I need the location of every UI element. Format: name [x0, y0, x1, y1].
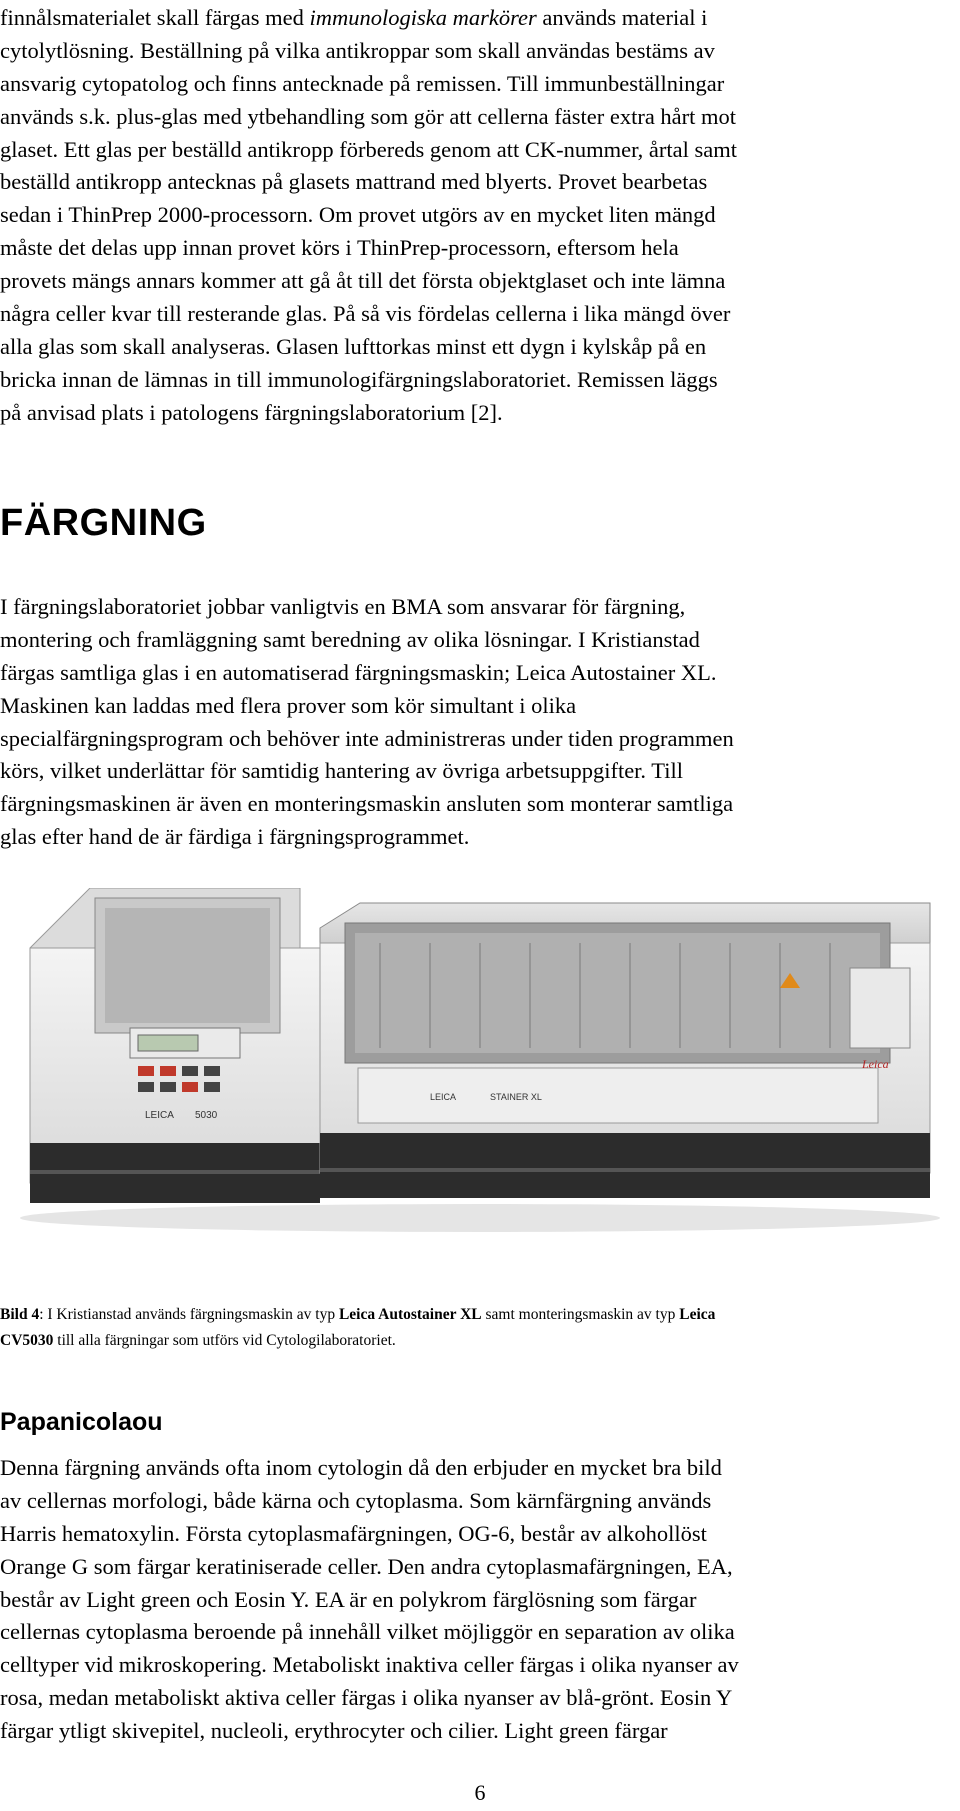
caption-bold: Leica Autostainer XL [338, 1306, 482, 1323]
caption-label: Bild 4 [0, 1306, 40, 1323]
italic-term: immunologiska markörer [309, 5, 537, 30]
text-line: alla glas som skall analyseras. Glasen lufttorkas minst ett dygn i kylskåp på en [0, 333, 707, 359]
caption-text: : I Kristianstad används färgningsmaskin av typ [39, 1306, 339, 1323]
text-line: Maskinen kan laddas med flera prover som kör simultant i olika [0, 692, 577, 718]
caption-text: samt monteringsmaskin av typ [481, 1306, 680, 1323]
staining-machine-photo [0, 888, 960, 1248]
caption-text: till alla färgningar som utförs vid Cytologilaboratoriet. [53, 1331, 396, 1349]
text-line: måste det delas upp innan provet körs i ThinPrep-processorn, eftersom hela [0, 235, 679, 261]
text-line: rosa, medan metaboliskt aktiva celler färgas i olika nyanser av blå-grönt. Eosin Y [0, 1685, 733, 1711]
section-heading-fargning: FÄRGNING [0, 502, 207, 544]
text-line: beställd antikropp antecknas på glasets mattrand med blyerts. Provet bearbetas [0, 169, 708, 195]
text-line: av cellernas morfologi, både kärna och cytoplasma. Som kärnfärgning används [0, 1487, 712, 1513]
text-line [0, 2, 960, 35]
text-line: bricka innan de lämnas in till immunologifärgningslaboratoriet. Remissen läggs [0, 366, 718, 392]
text-line: montering och framläggning samt beredning av olika lösningar. I Kristianstad [0, 626, 700, 652]
paragraph-staining-lab [0, 591, 960, 854]
text-segment: finnålsmaterialet skall färgas med [0, 5, 310, 30]
text-line: glaset. Ett glas per beställd antikropp förbereds genom att CK-nummer, årtal samt [0, 136, 738, 162]
text-line: Harris hematoxylin. Första cytoplasmafärgningen, OG-6, består av alkohollöst [0, 1520, 707, 1546]
text-line: körs, vilket underlättar för samtidig hantering av övriga arbetsuppgifter. Till [0, 758, 683, 784]
text-line: på anvisad plats i patologens färgningslaboratorium [2]. [0, 399, 503, 425]
text-line: används s.k. plus-glas med ytbehandling som gör att cellerna fäster extra hårt mot [0, 103, 737, 129]
caption-bold: Leica [679, 1306, 716, 1323]
panel-model-label: 5030 [195, 1110, 218, 1121]
text-line: glas efter hand de är färdiga i färgningsprogrammet. [0, 824, 470, 850]
page-number: 6 [474, 1780, 486, 1805]
paragraph-papanicolaou [0, 1452, 960, 1748]
text-line: några celler kvar till resterande glas. På så vis fördelas cellerna i lika mängd över [0, 301, 731, 327]
text-line: sedan i ThinPrep 2000-processorn. Om provet utgörs av en mycket liten mängd [0, 202, 716, 228]
text-line: celltyper vid mikroskopering. Metaboliskt inaktiva celler färgas i olika nyanser av [0, 1652, 739, 1678]
front-model-label: STAINER XL [490, 1092, 542, 1102]
text-line: består av Light green och Eosin Y. EA är en polykrom färglösning som färgar [0, 1586, 697, 1612]
text-line: Orange G som färgar keratiniserade celler. Den andra cytoplasmafärgningen, EA, [0, 1553, 733, 1579]
text-line: specialfärgningsprogram och behöver inte administreras under tiden programmen [0, 725, 734, 751]
caption-line [0, 1302, 960, 1328]
text-line: färgas samtliga glas i en automatiserad färgningsmaskin; Leica Autostainer XL. [0, 659, 717, 685]
front-brand-label: LEICA [430, 1092, 457, 1102]
leica-logo: Leica [862, 1057, 889, 1071]
panel-brand-label: LEICA [145, 1110, 174, 1121]
text-line: provets mängs annars kommer att gå åt till det första objektglaset och inte lämna [0, 268, 726, 294]
text-line: färgar ytligt skivepitel, nucleoli, erythrocyter och cilier. Light green färgar [0, 1718, 668, 1744]
text-line: cellernas cytoplasma beroende på innehåll vilket möjliggör en separation av olika [0, 1619, 735, 1645]
text-line: I färgningslaboratoriet jobbar vanligtvis en BMA som ansvarar för färgning, [0, 594, 686, 619]
text-segment: används material i [536, 5, 708, 30]
figure-caption [0, 1302, 960, 1353]
autostainer-machine [320, 903, 930, 1198]
text-line: färgningsmaskinen är även en monteringsmaskin ansluten som monterar samtliga [0, 791, 734, 817]
caption-bold: CV5030 [0, 1331, 54, 1349]
caption-line [0, 1328, 960, 1354]
text-line: cytolytlösning. Beställning på vilka antikroppar som skall användas bestäms av [0, 37, 715, 63]
text-line: Denna färgning används ofta inom cytologin då den erbjuder en mycket bra bild [0, 1455, 722, 1480]
paragraph-immuno-preparation [0, 2, 960, 430]
section-heading-papanicolaou: Papanicolaou [0, 1408, 163, 1436]
text-line: ansvarig cytopatolog och finns antecknade på remissen. Till immunbeställningar [0, 70, 725, 96]
mounting-machine [30, 888, 320, 1203]
